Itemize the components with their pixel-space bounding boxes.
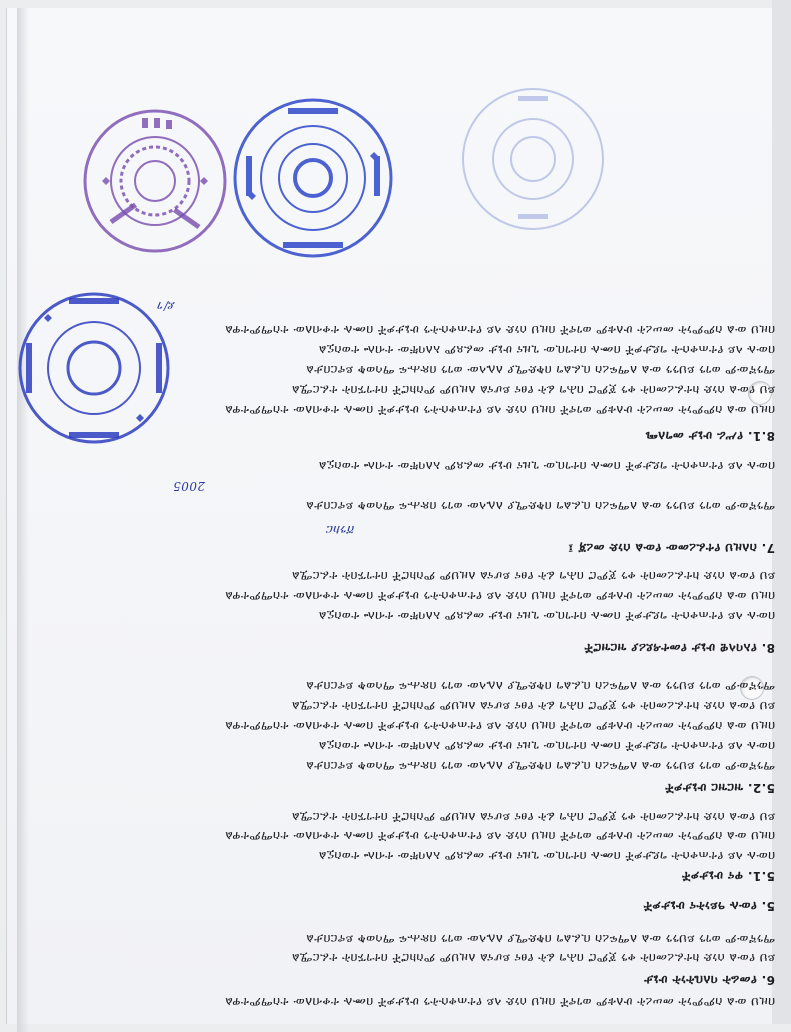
handwritten-text: ደ/ገ	[157, 299, 175, 313]
paragraph-line: በውሉ ላይ የተጠቀሱት ግዴታዎች በሙሉ በተገቢው ጊዜና ሁኔታ መፈጸም አለባቸው ተብሎ ተወስኗል	[318, 343, 775, 357]
paragraph-line: ይህ የውል ሰነድ ከተፈረመበት ቀን ጀምሮ በሕግ ፊት የፀና ይሆናል ለዚህም ምስክሮች በተገኙበት ተፈርሟል	[291, 383, 775, 397]
paragraph-line: በዚህ ውል ስምምነት መሠረት ሁለቱም ወገኖች በዚህ ሰነድ ላይ የተጠቀሱትን ሁኔታዎች በሙሉ ተቀብለው ተስማምተዋል	[224, 995, 775, 1009]
paragraph-line: በዚህ ውል ስምምነት መሠረት ሁለቱም ወገኖች በዚህ ሰነድ ላይ የተጠቀሱትን ሁኔታዎች በሙሉ ተቀብለው ተስማምተዋል	[224, 589, 775, 603]
paragraph-line: በውሉ ላይ የተጠቀሱት ግዴታዎች በሙሉ በተገቢው ጊዜና ሁኔታ መፈጸም አለባቸው ተብሎ ተወስኗል	[318, 609, 775, 623]
heading-5-1: 5.1. ዋና ሁኔታዎች	[681, 869, 775, 883]
label-7: 7. ስለዚህ የተፈረመው የውል ሰነድ መረጃ ፤	[567, 541, 775, 555]
paragraph-line: በውሉ ላይ የተጠቀሱት ግዴታዎች በሙሉ በተገቢው ጊዜና ሁኔታ መፈጸም አለባቸው ተብሎ ተወስኗል	[318, 459, 775, 473]
paragraph-line: በውሉ ላይ የተጠቀሱት ግዴታዎች በሙሉ በተገቢው ጊዜና ሁኔታ መፈጸም አለባቸው ተብሎ ተወስኗል	[318, 849, 775, 863]
stamp-purple	[80, 106, 230, 256]
handwritten-text: 2005	[172, 479, 205, 493]
heading-8: 8. የአባላዊ ሁኔታ የመተዳደሪያ ዝርዝሮች	[583, 641, 775, 655]
paragraph-line: ማንኛውም ወገን ይህንን ውል ለማፍረስ ቢፈልግ በቅድሚያ ለሌላው ወገን በጽሑፍ ማሳወቅ ይኖርበታል	[305, 499, 775, 513]
paragraph-line: ይህ የውል ሰነድ ከተፈረመበት ቀን ጀምሮ በሕግ ፊት የፀና ይሆናል ለዚህም ምስክሮች በተገኙበት ተፈርሟል	[291, 951, 775, 965]
heading-6: 6. የመሬት ባለቤትነት ሁኔታ	[643, 973, 775, 987]
paragraph-line: በዚህ ውል ስምምነት መሠረት ሁለቱም ወገኖች በዚህ ሰነድ ላይ የተጠቀሱትን ሁኔታዎች በሙሉ ተቀብለው ተስማምተዋል	[224, 403, 775, 417]
paragraph-line: በዚህ ውል ስምምነት መሠረት ሁለቱም ወገኖች በዚህ ሰነድ ላይ የተጠቀሱትን ሁኔታዎች በሙሉ ተቀብለው ተስማምተዋል	[224, 719, 775, 733]
paragraph-line: ይህ የውል ሰነድ ከተፈረመበት ቀን ጀምሮ በሕግ ፊት የፀና ይሆናል ለዚህም ምስክሮች በተገኙበት ተፈርሟል	[291, 569, 775, 583]
paragraph-line: ማንኛውም ወገን ይህንን ውል ለማፍረስ ቢፈልግ በቅድሚያ ለሌላው ወገን በጽሑፍ ማሳወቅ ይኖርበታል	[305, 363, 775, 377]
stamp-blue-main	[228, 96, 398, 261]
handwritten-text: ሸንክር	[326, 523, 355, 537]
heading-5-2: 5.2. ዝርዝር ሁኔታዎች	[664, 781, 775, 795]
paragraph-line: ይህ የውል ሰነድ ከተፈረመበት ቀን ጀምሮ በሕግ ፊት የፀና ይሆናል ለዚህም ምስክሮች በተገኙበት ተፈርሟል	[291, 810, 775, 824]
paragraph-line: ይህ የውል ሰነድ ከተፈረመበት ቀን ጀምሮ በሕግ ፊት የፀና ይሆናል ለዚህም ምስክሮች በተገኙበት ተፈርሟል	[291, 699, 775, 713]
paragraph-line: በውሉ ላይ የተጠቀሱት ግዴታዎች በሙሉ በተገቢው ጊዜና ሁኔታ መፈጸም አለባቸው ተብሎ ተወስኗል	[318, 739, 775, 753]
paragraph-line: ማንኛውም ወገን ይህንን ውል ለማፍረስ ቢፈልግ በቅድሚያ ለሌላው ወገን በጽሑፍ ማሳወቅ ይኖርበታል	[305, 759, 775, 773]
paragraph-line: ማንኛውም ወገን ይህንን ውል ለማፍረስ ቢፈልግ በቅድሚያ ለሌላው ወገን በጽሑፍ ማሳወቅ ይኖርበታል	[305, 679, 775, 693]
stamp-faint	[448, 84, 618, 234]
heading-5: 5. የውሉ ዓይነትና ሁኔታዎች	[643, 899, 775, 913]
paragraph-line: በዚህ ውል ስምምነት መሠረት ሁለቱም ወገኖች በዚህ ሰነድ ላይ የተጠቀሱትን ሁኔታዎች በሙሉ ተቀብለው ተስማምተዋል	[224, 829, 775, 843]
stamp-lower-left	[14, 288, 174, 448]
fold-shadow	[17, 8, 29, 1032]
paragraph-line: ማንኛውም ወገን ይህንን ውል ለማፍረስ ቢፈልግ በቅድሚያ ለሌላው ወገን በጽሑፍ ማሳወቅ ይኖርበታል	[305, 932, 775, 946]
paragraph-line: በዚህ ውል ስምምነት መሠረት ሁለቱም ወገኖች በዚህ ሰነድ ላይ የተጠቀሱትን ሁኔታዎች በሙሉ ተቀብለው ተስማምተዋል	[224, 323, 775, 337]
heading-8-1: 8.1. የሥራ ሁኔታ መግለጫ	[644, 429, 775, 443]
